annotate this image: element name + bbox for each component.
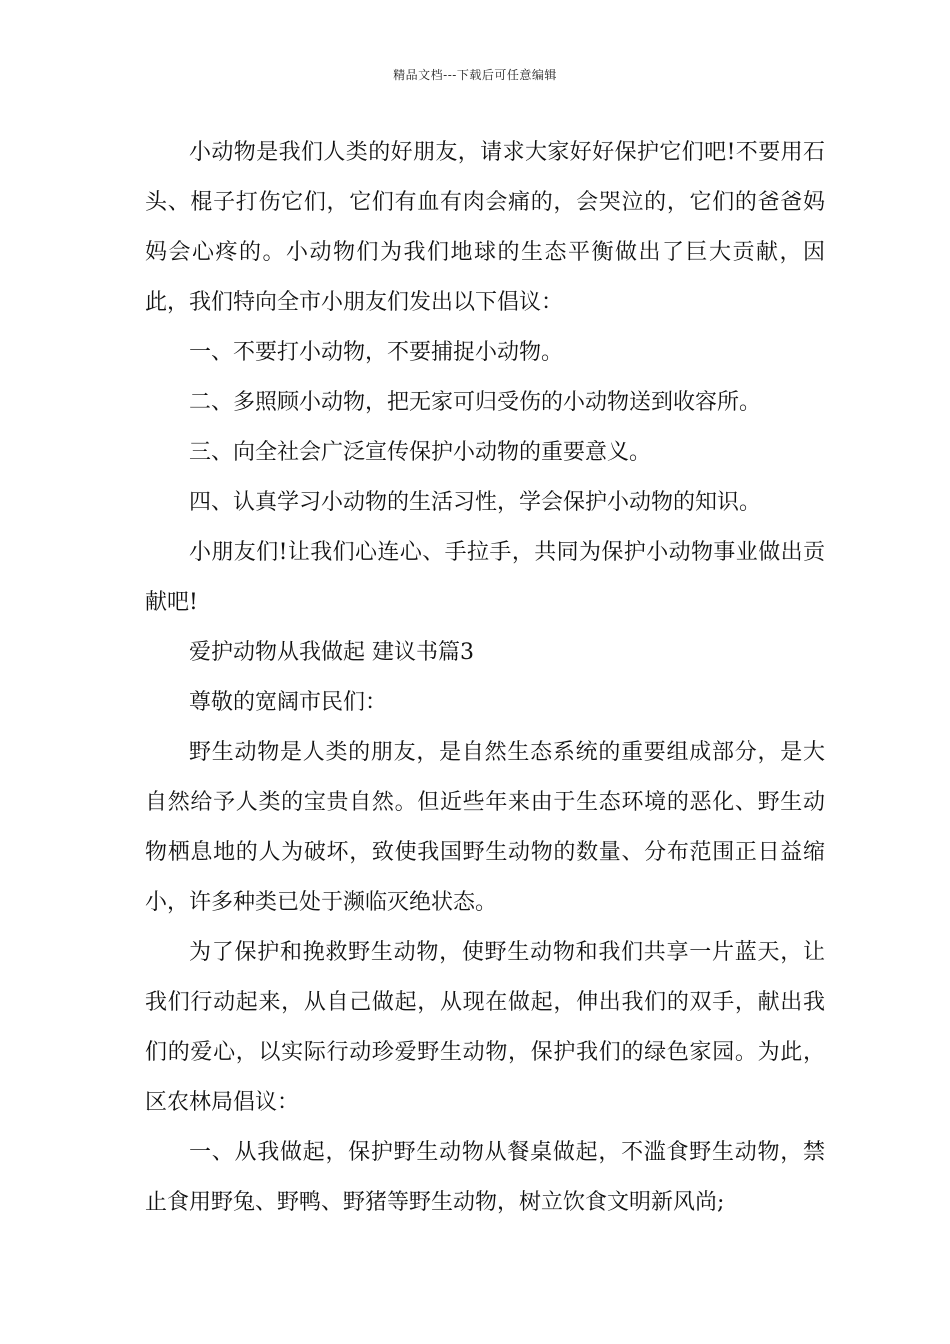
paragraph-call-to-action: 为了保护和挽救野生动物，使野生动物和我们共享一片蓝天，让我们行动起来，从自己做起，从现在做起，伸出我们的双手，献出我们的爱心，以实际行动珍爱野生动物，保护我们的绿色家园。为此，区农林局倡议： — [145, 940, 825, 1115]
wildlife-proposal-item-1: 一、从我做起，保护野生动物从餐桌做起，不滥食野生动物，禁止食用野兔、野鸭、野猪等野生动物，树立饮食文明新风尚; — [145, 1140, 825, 1215]
paragraph-intro: 小动物是我们人类的好朋友，请求大家好好保护它们吧!不要用石头、棍子打伤它们，它们有血有肉会痛的，会哭泣的，它们的爸爸妈妈会心疼的。小动物们为我们地球的生态平衡做出了巨大贡献，因此，我们特向全市小朋友们发出以下倡议： — [145, 140, 825, 315]
salutation: 尊敬的宽阔市民们： — [189, 690, 388, 715]
proposal-item-4: 四、认真学习小动物的生活习性，学会保护小动物的知识。 — [189, 490, 762, 515]
page-header: 精品文档---下载后可任意编辑 — [393, 68, 557, 82]
proposal-item-3: 三、向全社会广泛宣传保护小动物的重要意义。 — [189, 440, 652, 465]
proposal-item-1: 一、不要打小动物，不要捕捉小动物。 — [189, 340, 564, 365]
paragraph-wildlife: 野生动物是人类的朋友，是自然生态系统的重要组成部分，是大自然给予人类的宝贵自然。但近些年来由于生态环境的恶化、野生动物栖息地的人为破坏，致使我国野生动物的数量、分布范围正日益缩小，许多种类已处于濒临灭绝状态。 — [145, 740, 825, 915]
paragraph-closing: 小朋友们!让我们心连心、手拉手，共同为保护小动物事业做出贡献吧! — [145, 540, 825, 615]
section-title: 爱护动物从我做起 建议书篇3 — [189, 640, 474, 665]
document-body — [145, 128, 825, 1228]
proposal-item-2: 二、多照顾小动物，把无家可归受伤的小动物送到收容所。 — [189, 390, 762, 415]
